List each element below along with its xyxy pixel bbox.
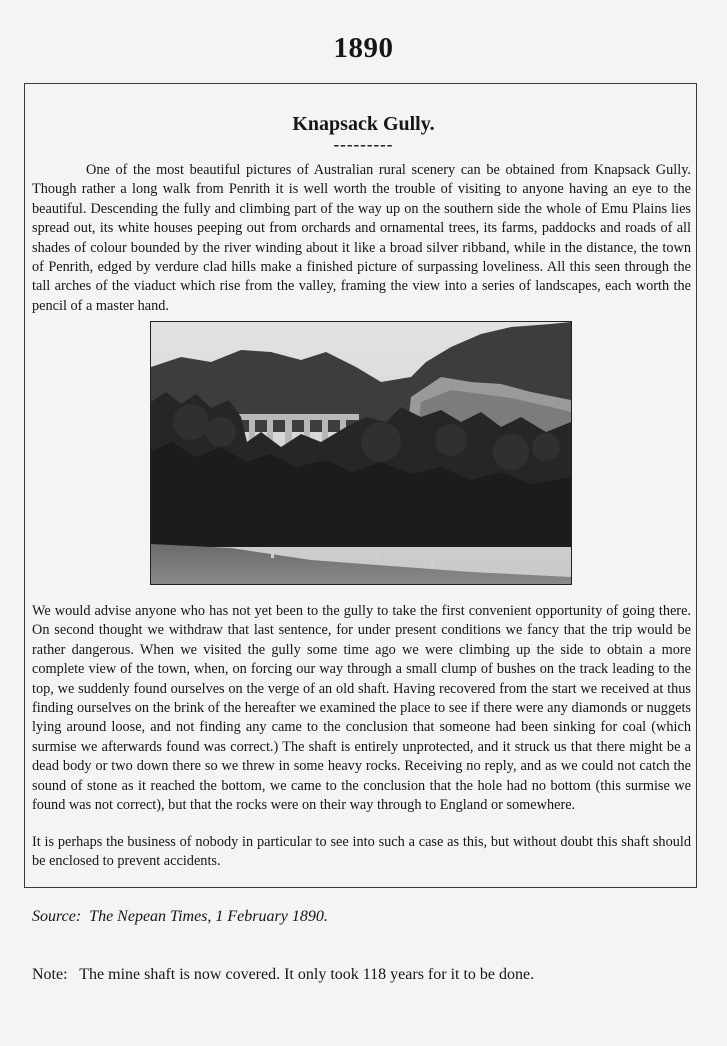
source-citation: [32, 908, 328, 926]
note-label: Note:: [32, 966, 68, 983]
viaduct-photograph: [150, 321, 572, 585]
viaduct-photo-image: [151, 322, 571, 584]
page-year-heading: 1890: [333, 32, 394, 64]
article-title: Knapsack Gully.: [292, 113, 435, 135]
note-text: The mine shaft is now covered. It only took 118 years for it to be done.: [79, 966, 535, 983]
article-paragraph-3: It is perhaps the business of nobody in particular to see into such a case as this, but without doubt this shaft should be enclosed to prevent accidents.: [32, 834, 691, 870]
source-text: The Nepean Times, 1 February 1890.: [89, 908, 328, 925]
article-paragraph-2: We would advise anyone who has not yet been to the gully to take the first convenient opportunity of going there. On second thought we withdraw that last sentence, for under present conditions we fancy that the trip would be rather dangerous. When we visited the gully some time ago we were climbing up the side to obtain a more complete view of the town, when, on forcing our way through a small clump of bushes on the track leading to the top, we suddenly found ourselves on the verge of an old shaft. Having recovered from the start we received at thus finding ourselves on the brink of the hereafter we examined the place to see if there were any diamonds or nuggets lying around loose, and not finding any came to the conclusion that someone had been sinking for coal (which surmise we afterwards found was correct.) The shaft is entirely unprotected, and it struck us that there might be a dead body or two down there so we threw in some heavy rocks. Receiving no reply, and as we could not catch the sound of stone as it reached the bottom, we came to the conclusion that the hole had no bottom (this surmise we found was not correct), but that the rocks were on their way through to England or somewhere.: [32, 603, 691, 814]
source-label: Source:: [32, 908, 82, 925]
article-paragraph-1: One of the most beautiful pictures of Australian rural scenery can be obtained from Knapsack Gully. Though rather a long walk from Penrith it is well worth the trouble of visiting to anyone having an eye to the beautiful. Descending the fully and climbing part of the way up on the southern side the whole of Emu Plains lies spread out, its white houses peeping out from orchards and ornamental trees, its farms, paddocks and roads of all shades of colour bounded by the river winding about it like a broad silver ribband, while in the distance, the town of Penrith, edged by verdure clad hills make a finished picture of surpassing loveliness. All this seen through the tall arches of the viaduct which rise from the valley, framing the view into a series of landscapes, each worth the pencil of a master hand.: [32, 162, 691, 314]
footer-note: [32, 966, 534, 984]
title-rule: ---------: [333, 135, 394, 154]
